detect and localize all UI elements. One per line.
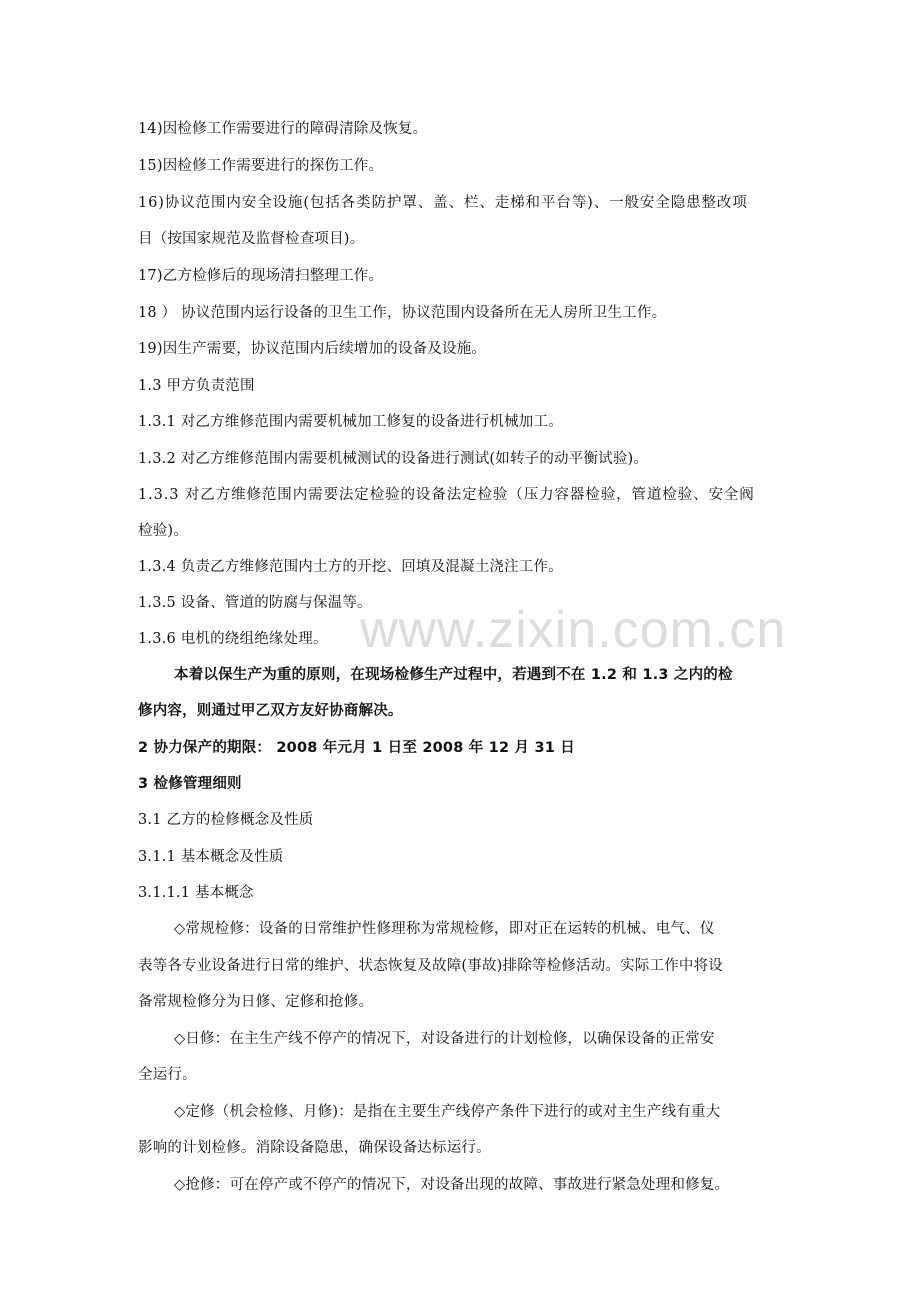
section-1-3-1: 1.3.1 对乙方维修范围内需要机械加工修复的设备进行机械加工。 [138, 414, 563, 430]
section-3-1: 3.1 乙方的检修概念及性质 [138, 812, 314, 828]
section-1-3-6: 1.3.6 电机的绕组绝缘处理。 [138, 631, 328, 647]
item-17: 17)乙方检修后的现场清扫整理工作。 [138, 268, 384, 284]
scheduled-maintenance-cont: 影响的计划检修。消除设备隐患，确保设备达标运行。 [138, 1140, 491, 1156]
section-1-3-3-cont: 检验)。 [138, 523, 188, 539]
item-14: 14)因检修工作需要进行的障碍清除及恢复。 [138, 121, 428, 137]
item-19: 19)因生产需要，协议范围内后续增加的设备及设施。 [138, 341, 487, 357]
item-15: 15)因检修工作需要进行的探伤工作。 [138, 158, 384, 174]
section-1-3-2: 1.3.2 对乙方维修范围内需要机械测试的设备进行测试(如转子的动平衡试验)。 [138, 451, 649, 467]
routine-maintenance-cont1: 表等各专业设备进行日常的维护、状态恢复及故障(事故)排除等检修活动。实际工作中将设 [138, 958, 724, 974]
section-3-1-1-1: 3.1.1.1 基本概念 [138, 885, 254, 901]
section-1-3-heading: 1.3 甲方负责范围 [138, 378, 255, 394]
item-16-cont: 目（按国家规范及监督检查项目)。 [138, 231, 365, 247]
watermark-text: www.zixin.com.cn [360, 601, 787, 659]
section-1-3-5: 1.3.5 设备、管道的防腐与保温等。 [138, 595, 372, 611]
item-18: 18 ） 协议范围内运行设备的卫生工作，协议范围内设备所在无人房所卫生工作。 [138, 305, 667, 321]
section-2-period: 2 协力保产的期限： 2008 年元月 1 日至 2008 年 12 月 31 日 [138, 740, 575, 756]
section-1-3-3: 1.3.3 对乙方维修范围内需要法定检验的设备法定检验（压力容器检验，管道检验、安全阀 [138, 487, 755, 503]
section-3-heading: 3 检修管理细则 [138, 776, 242, 792]
daily-maintenance: ◇日修：在主生产线不停产的情况下，对设备进行的计划检修，以确保设备的正常安 [174, 1031, 715, 1047]
routine-maintenance-cont2: 备常规检修分为日修、定修和抢修。 [138, 994, 374, 1010]
scheduled-maintenance: ◇定修（机会检修、月修)：是指在主要生产线停产条件下进行的或对主生产线有重大 [174, 1104, 721, 1120]
section-3-1-1: 3.1.1 基本概念及性质 [138, 849, 284, 865]
item-16: 16)协议范围内安全设施(包括各类防护罩、盖、栏、走梯和平台等)、一般安全隐患整改项 [138, 195, 748, 211]
routine-maintenance: ◇常规检修：设备的日常维护性修理称为常规检修，即对正在运转的机械、电气、仪 [174, 921, 715, 937]
emergency-repair: ◇抢修：可在停产或不停产的情况下，对设备出现的故障、事故进行紧急处理和修复。 [174, 1177, 730, 1193]
principle-paragraph-cont: 修内容，则通过甲乙双方友好协商解决。 [138, 703, 403, 719]
principle-paragraph: 本着以保生产为重的原则，在现场检修生产过程中，若遇到不在 1.2 和 1.3 之内的检 [174, 667, 733, 683]
section-1-3-4: 1.3.4 负责乙方维修范围内土方的开挖、回填及混凝土浇注工作。 [138, 559, 563, 575]
daily-maintenance-cont: 全运行。 [138, 1067, 197, 1083]
